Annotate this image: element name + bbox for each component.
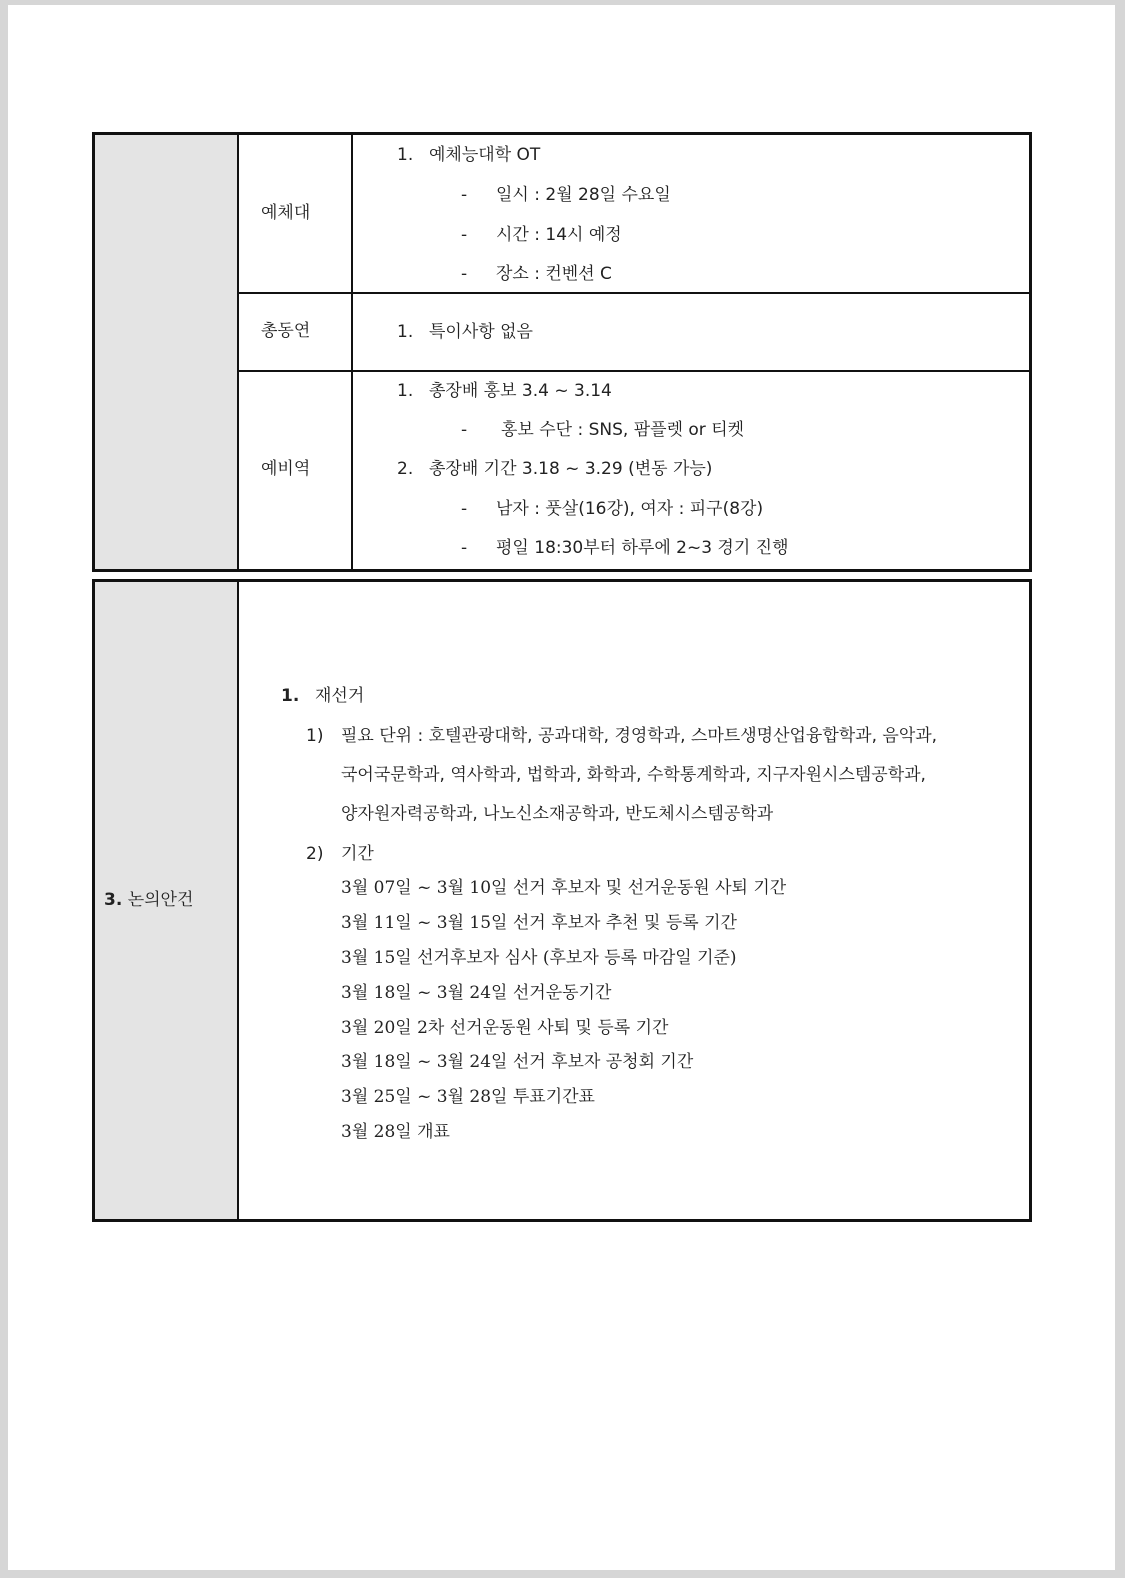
section-label: 논의안건 — [127, 890, 194, 910]
row-divider — [237, 370, 1029, 372]
report-table — [92, 132, 1032, 572]
schedule-line: 3월 18일 ~ 3월 24일 선거 후보자 공청회 기간 — [341, 1052, 694, 1072]
schedule-line: 3월 18일 ~ 3월 24일 선거운동기간 — [341, 983, 612, 1003]
row-label-union: 총동연 — [261, 321, 311, 341]
item-number: 2. — [397, 459, 414, 479]
sub-item-number: 1) — [306, 726, 324, 746]
bullet-dash: - — [461, 264, 468, 284]
row-label-reserve: 예비역 — [261, 459, 311, 479]
required-units-line: 양자원자력공학과, 나노신소재공학과, 반도체시스템공학과 — [341, 804, 774, 824]
column-divider — [351, 135, 353, 569]
item-text: 평일 18:30부터 하루에 2~3 경기 진행 — [496, 538, 789, 558]
bullet-dash: - — [461, 538, 468, 558]
item-number: 1. — [397, 145, 414, 165]
item-text: 특이사항 없음 — [429, 322, 533, 342]
row-label-arts: 예체대 — [261, 203, 311, 223]
item-text: 남자 : 풋살(16강), 여자 : 피구(8강) — [496, 499, 764, 519]
item-text: 예체능대학 OT — [429, 145, 541, 165]
item-text: 장소 : 컨벤션 C — [496, 264, 612, 284]
required-units-line: 필요 단위 : 호텔관광대학, 공과대학, 경영학과, 스마트생명산업융합학과, 음악과, — [341, 726, 938, 746]
required-units-line: 국어국문학과, 역사학과, 법학과, 화학과, 수학통계학과, 지구자원시스템공학과, — [341, 765, 926, 785]
row-divider — [237, 292, 1029, 294]
agenda-item-number: 1. — [281, 686, 300, 706]
item-number: 1. — [397, 322, 414, 342]
section-title — [104, 892, 193, 909]
section-column — [95, 135, 239, 569]
sub-item-number: 2) — [306, 844, 324, 864]
item-text: 총장배 기간 3.18 ~ 3.29 (변동 가능) — [429, 459, 713, 479]
bullet-dash: - — [461, 420, 468, 440]
item-text: 총장배 홍보 3.4 ~ 3.14 — [429, 381, 612, 401]
bullet-dash: - — [461, 225, 468, 245]
item-text: 홍보 수단 : SNS, 팜플렛 or 티켓 — [501, 420, 745, 440]
schedule-line: 3월 28일 개표 — [341, 1122, 450, 1142]
schedule-line: 3월 07일 ~ 3월 10일 선거 후보자 및 선거운동원 사퇴 기간 — [341, 878, 787, 898]
schedule-line: 3월 20일 2차 선거운동원 사퇴 및 등록 기간 — [341, 1018, 669, 1038]
bullet-dash: - — [461, 499, 468, 519]
schedule-line: 3월 11일 ~ 3월 15일 선거 후보자 추천 및 등록 기간 — [341, 913, 737, 933]
item-text: 시간 : 14시 예정 — [496, 225, 622, 245]
schedule-line: 3월 15일 선거후보자 심사 (후보자 등록 마감일 기준) — [341, 948, 737, 968]
bullet-dash: - — [461, 185, 468, 205]
section-number: 3. — [104, 890, 123, 910]
document-page — [8, 5, 1115, 1570]
period-title: 기간 — [341, 844, 374, 864]
agenda-item-title: 재선거 — [315, 686, 365, 706]
item-text: 일시 : 2월 28일 수요일 — [496, 185, 671, 205]
item-number: 1. — [397, 381, 414, 401]
schedule-line: 3월 25일 ~ 3월 28일 투표기간표 — [341, 1087, 595, 1107]
agenda-table — [92, 579, 1032, 1222]
